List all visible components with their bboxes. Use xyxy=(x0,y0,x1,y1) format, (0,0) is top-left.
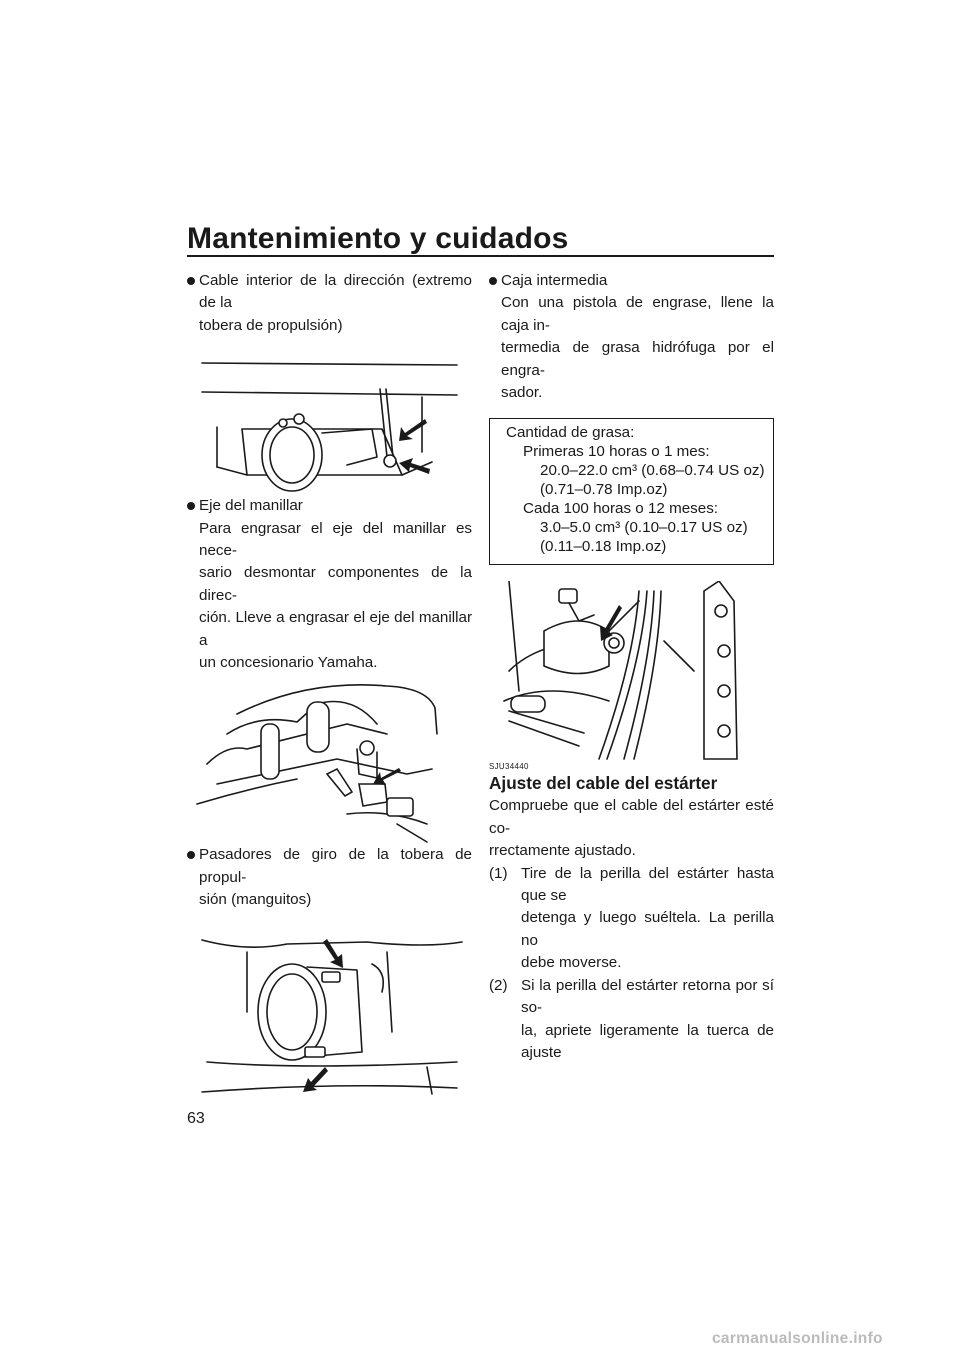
step-text-line: detenga y luego suéltela. La perilla no xyxy=(521,909,774,949)
paragraph-line: rrectamente ajustado. xyxy=(489,842,636,860)
bullet-item-steering-cable xyxy=(187,270,472,337)
grease-first-label: Primeras 10 horas o 1 mes: xyxy=(523,443,710,461)
figure-handlebar-shaft xyxy=(187,674,472,844)
bullet-text-line: Pasadores de giro de la tobera de propul- xyxy=(199,846,472,886)
paragraph-line: sario desmontar componentes de la direc- xyxy=(199,564,472,604)
paragraph-line: Con una pistola de engrase, llene la caja in- xyxy=(501,294,774,334)
bullet-item-handlebar-shaft xyxy=(187,495,472,674)
bullet-item-nozzle-pivot-pins xyxy=(187,844,472,911)
step-text-line: debe moverse. xyxy=(521,954,622,972)
figure-intermediate-housing xyxy=(489,581,774,761)
paragraph-line: Compruebe que el cable del estárter esté co- xyxy=(489,797,774,837)
step-number: (1) xyxy=(489,864,508,882)
figure-nozzle-pivot-pins xyxy=(187,912,472,1102)
grease-second-label: Cada 100 horas o 12 meses: xyxy=(523,500,719,518)
bullet-icon xyxy=(187,502,195,510)
bullet-icon xyxy=(489,277,497,285)
paragraph-line: sador. xyxy=(501,384,543,402)
bullet-title: Caja intermedia xyxy=(501,272,608,289)
bullet-icon xyxy=(187,851,195,859)
watermark: carmanualsonline.info xyxy=(712,1330,883,1347)
figure-steering-cable-nozzle xyxy=(187,337,472,495)
step-text-line: la, apriete ligeramente la tuerca de ajuste xyxy=(521,1021,774,1061)
step-2 xyxy=(489,975,774,1065)
bullet-item-intermediate-housing xyxy=(489,270,774,404)
step-1 xyxy=(489,863,774,975)
paragraph-line: ción. Lleve a engrasar el eje del manillar a xyxy=(199,609,472,649)
grease-quantity-box xyxy=(489,418,774,565)
section-code: SJU34440 xyxy=(489,762,529,772)
bullet-text-line: Cable interior de la dirección (extremo de la xyxy=(199,272,472,312)
bullet-text-line: tobera de propulsión) xyxy=(199,316,343,334)
bullet-icon xyxy=(187,277,195,285)
grease-first-value-imp: (0.71–0.78 Imp.oz) xyxy=(540,481,668,499)
section-title: Ajuste del cable del estárter xyxy=(489,773,718,794)
paragraph-line: termedia de grasa hidrófuga por el engra- xyxy=(501,339,774,379)
left-column xyxy=(187,270,472,1102)
step-number: (2) xyxy=(489,976,508,994)
bullet-title: Eje del manillar xyxy=(199,497,303,515)
grease-first-value: 20.0–22.0 cm³ (0.68–0.74 US oz) xyxy=(540,462,765,480)
grease-second-value: 3.0–5.0 cm³ (0.10–0.17 US oz) xyxy=(540,519,748,537)
page-number: 63 xyxy=(187,1110,205,1127)
step-text-line: Si la perilla del estárter retorna por sí so- xyxy=(521,976,774,1017)
step-text-line: Tire de la perilla del estárter hasta que se xyxy=(521,864,774,905)
title-rule xyxy=(187,255,774,257)
right-column xyxy=(489,270,774,1064)
grease-second-value-imp: (0.11–0.18 Imp.oz) xyxy=(540,538,667,556)
page-title: Mantenimiento y cuidados xyxy=(187,222,569,255)
paragraph-line: un concesionario Yamaha. xyxy=(199,654,378,672)
paragraph-line: Para engrasar el eje del manillar es nece- xyxy=(199,519,472,560)
grease-heading: Cantidad de grasa: xyxy=(506,424,635,442)
bullet-text-line: sión (manguitos) xyxy=(199,891,312,909)
